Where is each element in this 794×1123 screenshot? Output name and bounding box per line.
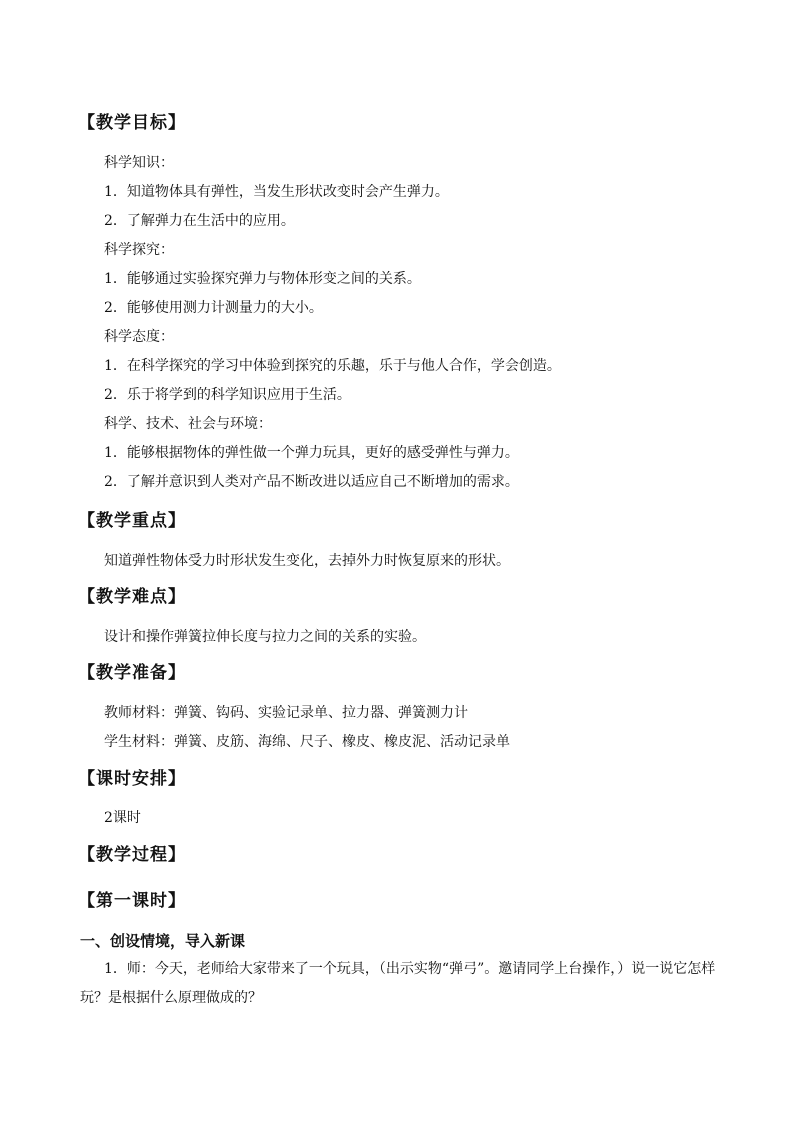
section-one-paragraph: 1．师：今天，老师给大家带来了一个玩具，（出示实物“弹弓”。邀请同学上台操作，）说一说它怎样玩？是根据什么原理做成的？ xyxy=(80,961,716,1006)
attitude-item-2: 2．乐于将学到的科学知识应用于生活。 xyxy=(104,387,351,403)
sts-item-1: 1．能够根据物体的弹性做一个弹力玩具，更好的感受弹性与弹力。 xyxy=(104,445,519,461)
key-points-heading: 【教学重点】 xyxy=(78,511,186,531)
difficulties-text: 设计和操作弹簧拉伸长度与拉力之间的关系的实验。 xyxy=(104,629,426,645)
knowledge-item-2: 2．了解弹力在生活中的应用。 xyxy=(104,213,295,229)
student-materials: 学生材料：弹簧、皮筋、海绵、尺子、橡皮、橡皮泥、活动记录单 xyxy=(104,734,510,750)
sts-item-2: 2．了解并意识到人类对产品不断改进以适应自己不断增加的需求。 xyxy=(104,474,519,490)
knowledge-label: 科学知识： xyxy=(104,155,174,171)
preparation-heading: 【教学准备】 xyxy=(78,663,186,683)
inquiry-item-1: 1．能够通过实验探究弹力与物体形变之间的关系。 xyxy=(104,271,421,287)
teacher-materials: 教师材料：弹簧、钩码、实验记录单、拉力器、弹簧测力计 xyxy=(104,705,468,721)
inquiry-label: 科学探究： xyxy=(104,242,174,258)
objectives-heading: 【教学目标】 xyxy=(78,113,186,133)
schedule-text: 2课时 xyxy=(104,810,141,826)
attitude-item-1: 1．在科学探究的学习中体验到探究的乐趣，乐于与他人合作，学会创造。 xyxy=(104,358,561,374)
schedule-heading: 【课时安排】 xyxy=(78,769,186,789)
difficulties-heading: 【教学难点】 xyxy=(78,587,186,607)
sts-label: 科学、技术、社会与环境： xyxy=(104,416,272,432)
inquiry-item-2: 2．能够使用测力计测量力的大小。 xyxy=(104,300,323,316)
section-one-title: 一、创设情境，导入新课 xyxy=(80,932,246,950)
key-points-text: 知道弹性物体受力时形状发生变化，去掉外力时恢复原来的形状。 xyxy=(104,553,510,569)
knowledge-item-1: 1．知道物体具有弹性，当发生形状改变时会产生弹力。 xyxy=(104,184,449,200)
process-heading: 【教学过程】 xyxy=(78,845,186,865)
first-lesson-heading: 【第一课时】 xyxy=(78,891,186,911)
attitude-label: 科学态度： xyxy=(104,329,174,345)
